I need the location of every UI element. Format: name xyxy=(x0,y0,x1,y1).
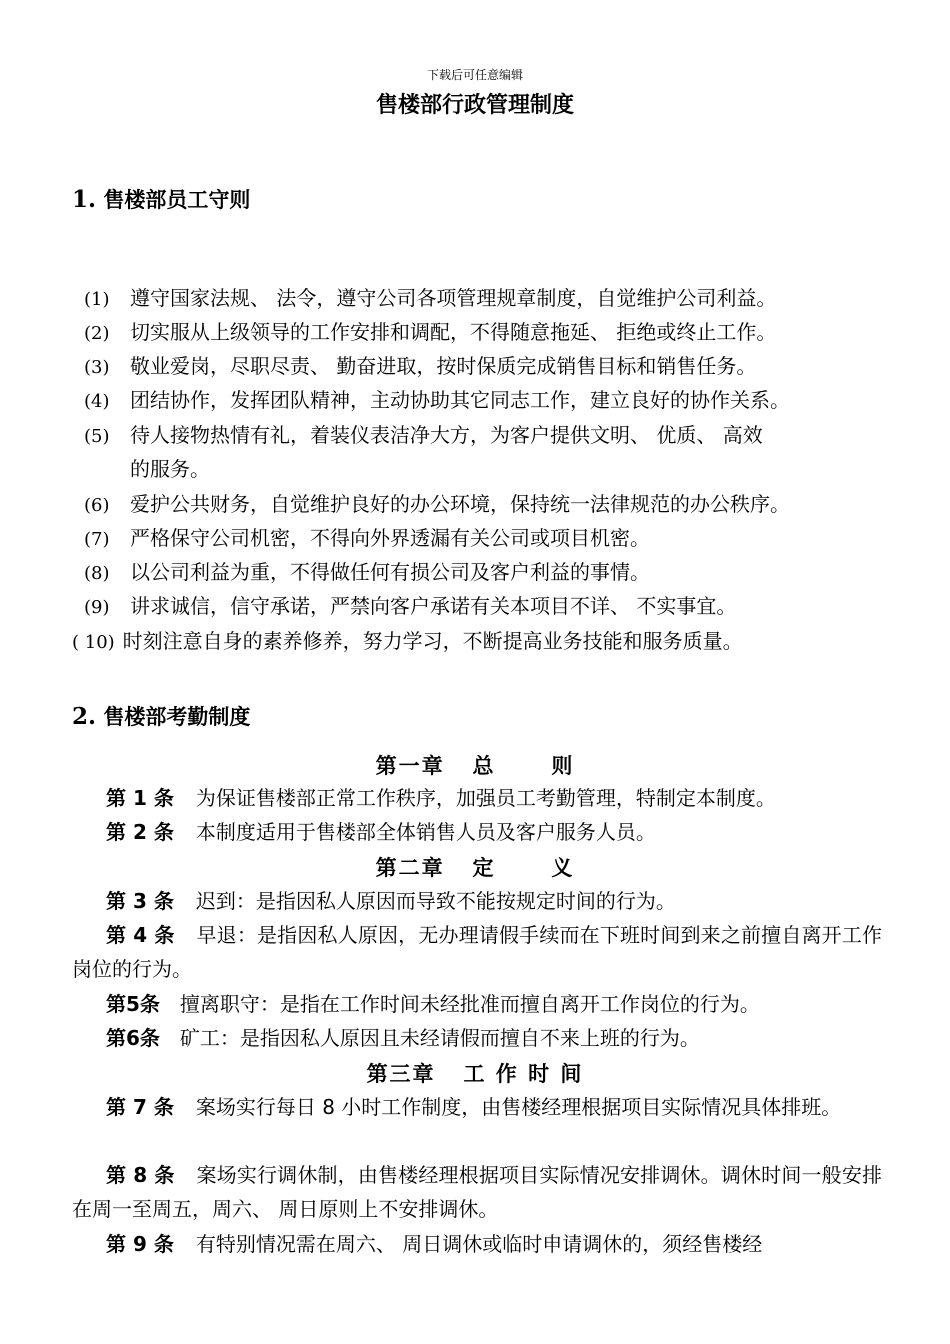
rule-text: 以公司利益为重，不得做任何有损公司及客户利益的事情。 xyxy=(130,560,650,584)
header-note: 下载后可任意编辑 xyxy=(426,68,523,82)
rule-number: (2) xyxy=(84,323,110,344)
article-item xyxy=(72,815,882,849)
rule-text-continuation: 的服务。 xyxy=(130,457,210,481)
rule-text: 爱护公共财务，自觉维护良好的办公环境，保持统一法律规范的办公秩序。 xyxy=(130,492,790,516)
rule-number: (9) xyxy=(84,597,110,618)
article-item xyxy=(72,1158,882,1226)
section-1-number: 1. xyxy=(72,186,97,213)
article-number: 第6条 xyxy=(106,1026,160,1050)
article-item xyxy=(72,987,882,1021)
article-number: 第 1 条 xyxy=(106,786,174,810)
rule-text: 严格保守公司机密，不得向外界透漏有关公司或项目机密。 xyxy=(130,526,650,550)
article-number: 第 2 条 xyxy=(106,820,174,844)
rule-item xyxy=(84,589,894,625)
article-item xyxy=(72,1021,882,1055)
article-text: 为保证售楼部正常工作秩序，加强员工考勤管理，特制定本制度。 xyxy=(195,786,776,810)
rule-item xyxy=(84,521,894,557)
section-2-heading xyxy=(72,701,250,731)
article-number: 第 9 条 xyxy=(106,1232,174,1256)
article-text: 案场实行每日 8 小时工作制度，由售楼经理根据项目实际情况具体排班。 xyxy=(195,1095,842,1119)
rule-text: 切实服从上级领导的工作安排和调配，不得随意拖延、 拒绝或终止工作。 xyxy=(130,320,777,344)
article-item xyxy=(72,1227,882,1261)
rule-number: (8) xyxy=(84,563,110,584)
rule-text: 遵守国家法规、 法令，遵守公司各项管理规章制度，自觉维护公司利益。 xyxy=(130,286,777,310)
rule-number: (1) xyxy=(84,289,110,310)
article-item xyxy=(72,1090,882,1124)
rule-text: 讲求诚信，信守承诺，严禁向客户承诺有关本项目不详、 不实事宜。 xyxy=(130,594,737,618)
rule-item xyxy=(84,281,894,317)
document-title: 售楼部行政管理制度 xyxy=(375,93,574,118)
chapter-heading: 第三章 工 作 时 间 xyxy=(366,1062,584,1086)
article-item xyxy=(72,884,882,918)
section-2-title: 售楼部考勤制度 xyxy=(103,705,251,729)
article-text: 矿工：是指因私人原因且未经请假而擅自不来上班的行为。 xyxy=(179,1026,700,1050)
article-text: 擅离职守：是指在工作时间未经批准而擅自离开工作岗位的行为。 xyxy=(179,992,760,1016)
rule-number: (6) xyxy=(84,495,110,516)
article-number: 第5条 xyxy=(106,992,160,1016)
section-1-heading xyxy=(72,184,250,214)
rule-item xyxy=(84,349,894,385)
rule-text: 待人接物热情有礼，着装仪表洁净大方，为客户提供文明、 优质、 高效 xyxy=(130,423,763,447)
article-text: 迟到：是指因私人原因而导致不能按规定时间的行为。 xyxy=(195,889,676,913)
chapter-heading: 第二章 定 义 xyxy=(375,856,575,880)
article-text: 本制度适用于售楼部全体销售人员及客户服务人员。 xyxy=(195,820,656,844)
rule-text: 时刻注意自身的素养修养，努力学习，不断提高业务技能和服务质量。 xyxy=(122,629,743,653)
rule-number: (5) xyxy=(84,426,110,447)
rule-text: 敬业爱岗，尽职尽责、 勤奋进取，按时保质完成销售目标和销售任务。 xyxy=(130,354,757,378)
rule-text: 团结协作，发挥团队精神，主动协助其它同志工作，建立良好的协作关系。 xyxy=(130,388,790,412)
rule-number: (3) xyxy=(84,357,110,378)
article-text: 早退：是指因私人原因，无办理请假手续而在下班时间到来之前擅自离开工作岗位的行为。 xyxy=(72,923,883,981)
article-number: 第 3 条 xyxy=(106,889,174,913)
article-text: 案场实行调休制，由售楼经理根据项目实际情况安排调休。调休时间一般安排在周一至周五，周六、 周日原则上不安排调休。 xyxy=(72,1163,883,1221)
rule-item xyxy=(84,487,894,523)
article-number: 第 7 条 xyxy=(106,1095,174,1119)
section-2-number: 2. xyxy=(72,703,97,730)
rule-item xyxy=(84,418,894,454)
article-item xyxy=(72,918,882,986)
article-item xyxy=(72,781,882,815)
rule-item xyxy=(72,624,743,660)
rule-item xyxy=(84,315,894,351)
article-number: 第 4 条 xyxy=(106,923,175,947)
rule-number: ( 10) xyxy=(72,632,115,653)
section-1-title: 售楼部员工守则 xyxy=(103,188,251,212)
article-text: 有特别情况需在周六、 周日调休或临时申请调休的，须经售楼经 xyxy=(195,1232,763,1256)
chapter-heading: 第一章 总 则 xyxy=(375,754,575,778)
article-number: 第 8 条 xyxy=(106,1163,175,1187)
rule-item xyxy=(84,555,894,591)
rule-number: (4) xyxy=(84,391,110,412)
rule-item xyxy=(84,383,894,419)
rule-number: (7) xyxy=(84,529,110,550)
